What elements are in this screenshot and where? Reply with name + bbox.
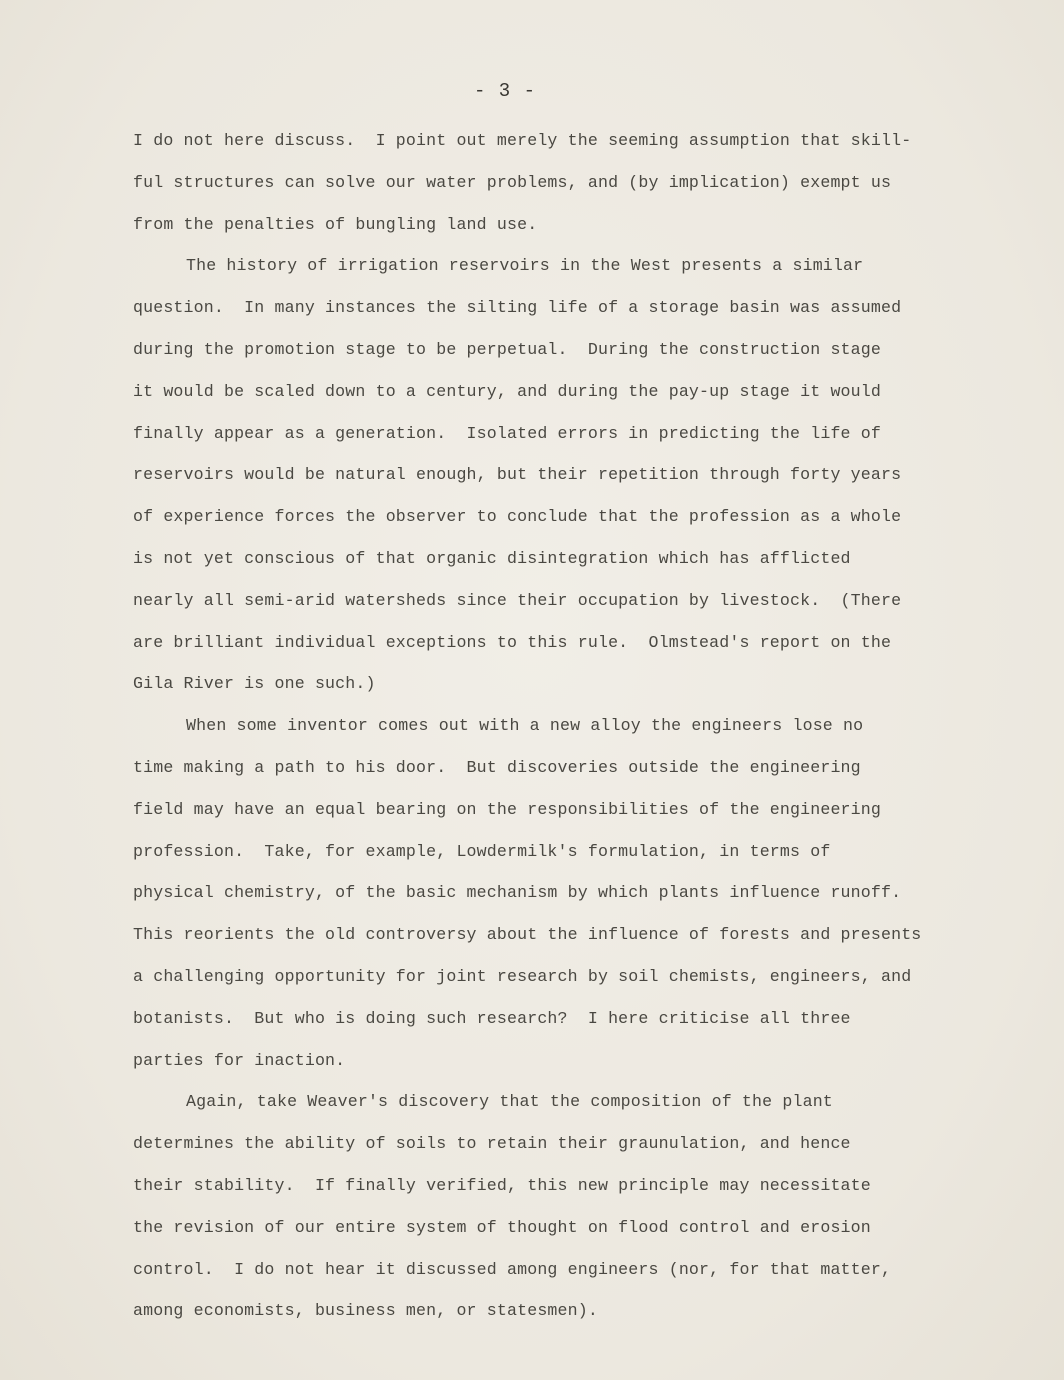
text-line: question. In many instances the silting life of a storage basin was assumed	[133, 298, 902, 318]
text-line: profession. Take, for example, Lowdermilk's formulation, in terms of	[133, 841, 831, 861]
text-line: from the penalties of bungling land use.	[133, 214, 538, 234]
text-line: it would be scaled down to a century, and during the pay-up stage it would	[133, 381, 881, 401]
text-line: parties for inaction.	[133, 1050, 346, 1070]
text-line: determines the ability of soils to retain their graunulation, and hence	[133, 1134, 851, 1154]
text-line: The history of irrigation reservoirs in the West presents a similar	[186, 256, 864, 276]
text-line: control. I do not hear it discussed among engineers (nor, for that matter,	[133, 1259, 892, 1279]
text-line: the revision of our entire system of thought on flood control and erosion	[133, 1217, 871, 1237]
text-line: Gila River is one such.)	[133, 674, 376, 694]
text-line: physical chemistry, of the basic mechanism by which plants influence runoff.	[133, 883, 902, 903]
text-line: of experience forces the observer to conclude that the profession as a whole	[133, 507, 902, 527]
text-line: finally appear as a generation. Isolated errors in predicting the life of	[133, 423, 881, 443]
text-line: during the promotion stage to be perpetual. During the construction stage	[133, 339, 881, 359]
text-line: is not yet conscious of that organic disintegration which has afflicted	[133, 548, 851, 568]
text-line: a challenging opportunity for joint research by soil chemists, engineers, and	[133, 966, 912, 986]
page-number: - 3 -	[473, 80, 536, 102]
text-line: their stability. If finally verified, this new principle may necessitate	[133, 1175, 871, 1195]
text-line: This reorients the old controversy about the influence of forests and presents	[133, 925, 922, 945]
text-line: Again, take Weaver's discovery that the composition of the plant	[186, 1092, 833, 1112]
text-line: field may have an equal bearing on the responsibilities of the engineering	[133, 799, 881, 819]
text-line: are brilliant individual exceptions to this rule. Olmstead's report on the	[133, 632, 892, 652]
text-line: I do not here discuss. I point out merely the seeming assumption that skill-	[133, 131, 912, 150]
text-line: time making a path to his door. But discoveries outside the engineering	[133, 757, 861, 777]
text-line: among economists, business men, or statesmen).	[133, 1301, 598, 1321]
text-line: botanists. But who is doing such research? I here criticise all three	[133, 1008, 851, 1028]
text-line: reservoirs would be natural enough, but their repetition through forty years	[133, 465, 902, 485]
body-text	[133, 120, 973, 1332]
text-line: nearly all semi-arid watersheds since their occupation by livestock. (There	[133, 590, 902, 610]
text-line: ful structures can solve our water problems, and (by implication) exempt us	[133, 172, 892, 192]
text-line: When some inventor comes out with a new alloy the engineers lose no	[186, 716, 864, 736]
